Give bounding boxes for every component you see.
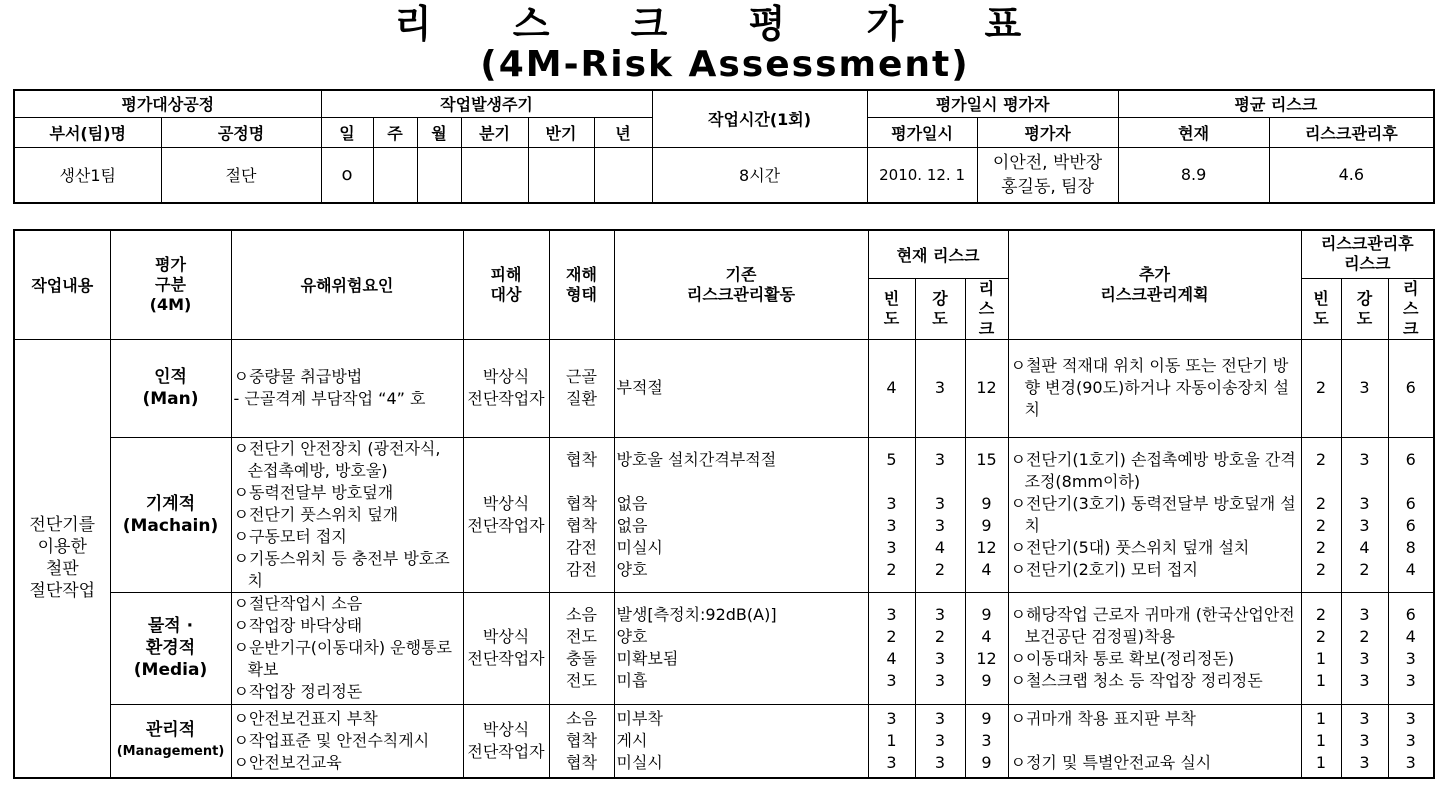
existing-cell [614, 592, 868, 704]
category-cell [110, 592, 231, 704]
current-risk-header: 현재 [1118, 117, 1269, 147]
risk-cell [965, 704, 1008, 778]
plan-cell [1008, 437, 1301, 592]
target-line: 박상식 [482, 493, 530, 513]
plan-line: ㅇ이동대차 통로 확보(정리정돈) [1010, 649, 1235, 668]
target-line: 전단작업자 [467, 389, 545, 408]
type-line: 충돌 [566, 649, 597, 668]
target-cell [463, 437, 549, 592]
after-freq-cell [1301, 437, 1341, 592]
after-severity-value: 2 [1359, 559, 1370, 579]
risk-cell [965, 339, 1008, 437]
hazard-line: ㅇ전단기 안전장치 (광전자식, 손접촉예방, 방호울) [233, 438, 441, 480]
after-severity-value: 3 [1359, 449, 1370, 469]
target-cell [463, 339, 549, 437]
category-line: (Machain) [122, 515, 219, 536]
risk-value: 9 [981, 671, 992, 690]
work-content-line: 이용한 [37, 537, 87, 558]
type-line: 협착 [566, 730, 597, 750]
severity-value: 3 [934, 708, 946, 728]
existing-line [617, 471, 866, 493]
after-risk-value: 4 [1405, 559, 1416, 579]
existing-line: 없음 [616, 493, 648, 513]
after-freq-value: 2 [1315, 493, 1327, 513]
type-line: 소음 [566, 708, 597, 728]
dept-value: 생산1팀 [14, 147, 161, 203]
half-header: 반기 [528, 117, 594, 147]
category-line: 환경적 [145, 638, 196, 658]
summary-table [13, 89, 1435, 204]
work-content-cell [14, 339, 110, 778]
page-title: 리 스 크 평 가 표 [394, 2, 1056, 46]
risk-value: 4 [981, 559, 992, 579]
after-risk-value: 8 [1405, 537, 1416, 557]
category-line: (Man) [142, 389, 199, 409]
after-freq-value: 2 [1315, 449, 1327, 469]
after-risk-group-header [1301, 230, 1434, 278]
hazard-line: ㅇ기동스위치 등 충전부 방호조치 [233, 548, 450, 590]
freq-value: 3 [886, 752, 897, 772]
type-cell [549, 592, 614, 704]
hazard-line: ㅇ전단기 풋스위치 덮개 [233, 504, 399, 524]
after-freq-value: 2 [1315, 627, 1327, 646]
after-risk-value: 6 [1405, 449, 1416, 469]
risk-group-row [14, 704, 1434, 778]
existing-line: 미실시 [616, 537, 663, 557]
after-header-line: 리스크관리후 [1320, 234, 1414, 254]
plan-line: ㅇ전단기(5대) 풋스위치 덮개 설치 [1010, 537, 1250, 557]
freq-value: 3 [886, 493, 897, 513]
severity-cell [915, 592, 965, 704]
type-line: 협착 [566, 752, 597, 772]
severity-value: 3 [934, 649, 946, 668]
type-line: 감전 [566, 559, 597, 579]
after-risk-cell [1388, 339, 1434, 437]
severity-value: 2 [934, 559, 946, 579]
category-header [110, 230, 231, 339]
freq-value [871, 471, 913, 493]
after-freq-value: 1 [1315, 730, 1327, 750]
after-freq-value: 2 [1315, 605, 1327, 624]
after-severity-cell [1341, 704, 1388, 778]
plan-cell [1008, 704, 1301, 778]
work-content-line: 절단작업 [29, 581, 96, 602]
current-risk-value: 8.9 [1118, 147, 1269, 203]
work-time-value: 8시간 [652, 147, 867, 203]
existing-line: 없음 [616, 515, 648, 535]
after-severity-value: 3 [1359, 730, 1370, 750]
month-value [417, 147, 461, 203]
existing-header-line: 기존 [725, 264, 757, 284]
type-line: 소음 [566, 605, 597, 624]
risk-group-row [14, 437, 1434, 592]
risk-value [968, 471, 1006, 493]
year-value [594, 147, 652, 203]
hazard-line: ㅇ절단작업시 소음 [233, 594, 363, 613]
category-cell [110, 437, 231, 592]
plan-line: ㅇ귀마개 착용 표지판 부착 [1010, 708, 1196, 728]
hazard-line: ㅇ동력전달부 방호덮개 [233, 482, 394, 502]
plan-line [1011, 730, 1299, 752]
after-risk-header: 리스크관리후 [1269, 117, 1434, 147]
freq-value: 3 [886, 537, 897, 557]
after-risk-value: 6 [1405, 515, 1416, 535]
risk-value: 9 [981, 515, 992, 535]
hazard-line: ㅇ구동모터 접지 [233, 526, 347, 546]
existing-line: 양호 [616, 559, 648, 579]
target-header-line: 피해 [490, 264, 522, 284]
plan-cell [1008, 592, 1301, 704]
after-freq-value: 2 [1315, 537, 1327, 557]
after-risk-cell [1388, 437, 1434, 592]
hazard-cell [231, 704, 463, 778]
severity-value [918, 471, 963, 493]
target-line: 전단작업자 [467, 649, 545, 668]
hazard-line: ㅇ안전보건교육 [233, 752, 342, 772]
after-freq-cell [1301, 704, 1341, 778]
hazard-cell [231, 592, 463, 704]
existing-line: 양호 [616, 627, 648, 646]
existing-header [614, 230, 868, 339]
existing-line: 미부착 [616, 708, 663, 728]
existing-line: 게시 [616, 730, 648, 750]
category-line: (Management) [116, 743, 225, 759]
freq-cell [868, 437, 915, 592]
after-freq-header: 빈 도 [1301, 278, 1341, 339]
severity-cell [915, 704, 965, 778]
risk-group-row [14, 592, 1434, 704]
after-risk-value: 6 [1405, 605, 1416, 624]
type-line: 질환 [566, 389, 597, 408]
day-header: 일 [321, 117, 373, 147]
current-risk-group-header: 현재 리스크 [868, 230, 1008, 278]
freq-header: 빈 도 [868, 278, 915, 339]
risk-value: 9 [981, 752, 992, 772]
type-line: 협착 [566, 493, 597, 513]
existing-line: 부적절 [616, 378, 663, 397]
risk-cell [965, 437, 1008, 592]
target-line: 박상식 [482, 627, 530, 646]
risk-header: 리 스 크 [965, 278, 1008, 339]
hazard-line: ㅇ작업장 바닥상태 [233, 616, 363, 635]
hazard-line: - 근골격계 부담작업 “4” 호 [233, 389, 426, 408]
after-severity-value: 3 [1359, 649, 1370, 668]
risk-value: 12 [976, 649, 997, 668]
category-header-line: (4M) [149, 294, 192, 314]
hazard-line: ㅇ중량물 취급방법 [233, 367, 363, 386]
year-header: 년 [594, 117, 652, 147]
existing-cell [614, 704, 868, 778]
category-line: (Media) [133, 660, 208, 680]
risk-value: 4 [981, 627, 992, 646]
hazard-line: ㅇ작업표준 및 안전수칙게시 [233, 730, 430, 750]
freq-value: 3 [886, 708, 897, 728]
work-content-line: 전단기를 [29, 515, 96, 536]
after-risk-value: 4 [1405, 627, 1416, 646]
type-line: 감전 [566, 537, 597, 557]
plan-header [1008, 230, 1301, 339]
eval-header: 평가일시 평가자 [867, 90, 1118, 117]
after-freq-cell [1301, 592, 1341, 704]
category-line: 기계적 [145, 493, 196, 514]
severity-header: 강 도 [915, 278, 965, 339]
cycle-header: 작업발생주기 [321, 90, 652, 117]
after-severity-value: 3 [1359, 605, 1370, 624]
type-header-line: 재해 [566, 264, 597, 284]
type-line: 협착 [566, 449, 597, 469]
severity-value: 3 [934, 671, 946, 690]
after-risk-value: 6 [1405, 493, 1416, 513]
after-severity-value: 3 [1359, 493, 1370, 513]
severity-value: 3 [934, 605, 946, 624]
existing-line: 미흡 [616, 671, 648, 690]
type-line: 근골 [566, 367, 597, 386]
category-line: 인적 [154, 367, 187, 387]
after-risk-value: 4.6 [1269, 147, 1434, 203]
type-cell [549, 339, 614, 437]
risk-value: 12 [976, 537, 997, 557]
work-header: 작업내용 [14, 230, 110, 339]
plan-cell [1008, 339, 1301, 437]
work-time-header: 작업시간(1회) [652, 90, 867, 147]
process-header: 평가대상공정 [14, 90, 321, 117]
after-risk-value: 3 [1405, 708, 1416, 728]
freq-cell [868, 592, 915, 704]
after-severity-cell [1341, 437, 1388, 592]
freq-cell [868, 339, 915, 437]
after-risk-value: 3 [1405, 671, 1416, 690]
evaluator-line: 이안전, 박반장 [992, 152, 1103, 173]
severity-value: 3 [934, 515, 946, 535]
freq-value: 4 [886, 378, 897, 397]
severity-value: 3 [934, 730, 946, 750]
existing-line: 미실시 [616, 752, 663, 772]
freq-value: 2 [886, 559, 897, 579]
type-line [552, 471, 612, 493]
target-cell [463, 704, 549, 778]
existing-header-line: 리스크관리활동 [686, 284, 796, 304]
after-severity-cell [1341, 339, 1388, 437]
type-header [549, 230, 614, 339]
freq-cell [868, 704, 915, 778]
category-line: 관리적 [145, 719, 196, 740]
target-header-line: 대상 [490, 284, 522, 304]
week-value [373, 147, 417, 203]
risk-group-row [14, 339, 1434, 437]
after-risk-value: 3 [1405, 649, 1416, 668]
severity-value: 4 [934, 537, 946, 557]
target-line: 박상식 [482, 367, 530, 386]
hazard-line: ㅇ작업장 정리정돈 [233, 682, 363, 701]
risk-value: 9 [981, 493, 992, 513]
hazard-cell [231, 437, 463, 592]
risk-value: 12 [976, 378, 997, 397]
after-freq-value: 2 [1315, 378, 1327, 397]
evaluator-line: 홍길동, 팀장 [1001, 176, 1095, 197]
after-freq-value: 1 [1315, 752, 1327, 772]
category-header-line: 구분 [155, 274, 186, 294]
after-header-line: 리스크 [1344, 254, 1391, 274]
after-risk-value: 6 [1405, 378, 1416, 397]
severity-cell [915, 339, 965, 437]
quarter-header: 분기 [461, 117, 528, 147]
dept-header: 부서(팀)명 [14, 117, 161, 147]
target-line: 전단작업자 [467, 741, 545, 761]
after-risk-header: 리 스 크 [1388, 278, 1434, 339]
type-cell [549, 437, 614, 592]
existing-line: 발생[측정치:92dB(A)] [616, 605, 777, 624]
after-severity-value [1344, 471, 1386, 493]
severity-value: 3 [934, 449, 946, 469]
category-header-line: 평가 [155, 254, 186, 274]
existing-cell [614, 437, 868, 592]
half-value [528, 147, 594, 203]
evaluator-header: 평가자 [977, 117, 1118, 147]
process-name-value: 절단 [161, 147, 321, 203]
risk-cell [965, 592, 1008, 704]
freq-value: 4 [886, 649, 897, 668]
after-severity-value: 2 [1359, 627, 1370, 646]
after-freq-value: 2 [1315, 559, 1327, 579]
plan-line: ㅇ전단기(3호기) 동력전달부 방호덮개 설치 [1010, 493, 1296, 535]
after-severity-value: 3 [1359, 708, 1370, 728]
after-risk-cell [1388, 704, 1434, 778]
plan-line: ㅇ정기 및 특별안전교육 실시 [1010, 752, 1212, 772]
plan-header-line: 리스크관리계획 [1100, 284, 1209, 304]
evaluator-value [977, 147, 1118, 203]
after-risk-cell [1388, 592, 1434, 704]
category-cell [110, 339, 231, 437]
after-freq-value: 2 [1315, 515, 1327, 535]
after-severity-value: 3 [1359, 671, 1370, 690]
hazard-cell [231, 339, 463, 437]
plan-line: ㅇ전단기(2호기) 모터 접지 [1010, 559, 1198, 579]
target-line: 전단작업자 [467, 515, 545, 535]
after-severity-header: 강 도 [1341, 278, 1388, 339]
plan-line: ㅇ철스크랩 청소 등 작업장 정리정돈 [1010, 671, 1263, 690]
page-subtitle: (4M-Risk Assessment) [480, 44, 970, 85]
category-cell [110, 704, 231, 778]
freq-value: 3 [886, 515, 897, 535]
severity-value: 3 [934, 752, 946, 772]
after-freq-value: 1 [1315, 649, 1327, 668]
work-content-line: 철판 [45, 559, 79, 580]
severity-value: 3 [934, 493, 946, 513]
existing-cell [614, 339, 868, 437]
after-freq-value: 1 [1315, 708, 1327, 728]
category-line: 물적 · [147, 616, 194, 636]
severity-cell [915, 437, 965, 592]
freq-value: 3 [886, 605, 897, 624]
week-header: 주 [373, 117, 417, 147]
freq-value: 5 [886, 449, 897, 469]
plan-line: ㅇ전단기(1호기) 손접촉예방 방호울 간격 조정(8mm이하) [1010, 449, 1296, 491]
risk-value: 3 [981, 730, 992, 750]
severity-value: 2 [934, 627, 946, 646]
avg-risk-header: 평균 리스크 [1118, 90, 1434, 117]
after-severity-cell [1341, 592, 1388, 704]
target-line: 박상식 [482, 719, 530, 739]
hazard-line: ㅇ안전보건표지 부착 [233, 708, 378, 728]
freq-value: 2 [886, 627, 897, 646]
month-header: 월 [417, 117, 461, 147]
process-name-header: 공정명 [161, 117, 321, 147]
eval-date-header: 평가일시 [867, 117, 977, 147]
plan-header-line: 추가 [1139, 264, 1170, 284]
after-freq-value: 1 [1315, 671, 1327, 690]
after-severity-value: 3 [1359, 515, 1370, 535]
severity-value: 3 [934, 378, 946, 397]
risk-detail-table [13, 229, 1435, 779]
hazard-header: 유해위험요인 [231, 230, 463, 339]
plan-line: ㅇ해당작업 근로자 귀마개 (한국산업안전보건공단 검정필)착용 [1010, 605, 1295, 646]
quarter-value [461, 147, 528, 203]
type-line: 전도 [566, 671, 597, 690]
target-header [463, 230, 549, 339]
after-risk-value: 3 [1405, 752, 1416, 772]
risk-value: 9 [981, 708, 992, 728]
after-freq-value [1304, 471, 1339, 493]
existing-line: 미확보됨 [616, 649, 679, 668]
after-freq-cell [1301, 339, 1341, 437]
after-severity-value: 3 [1359, 752, 1370, 772]
day-value: o [321, 147, 373, 203]
type-cell [549, 704, 614, 778]
type-line: 협착 [566, 515, 597, 535]
freq-value: 3 [886, 671, 897, 690]
risk-value: 15 [976, 449, 997, 469]
existing-line: 방호울 설치간격부적절 [616, 449, 777, 469]
type-line: 전도 [566, 627, 597, 646]
risk-value: 9 [981, 605, 992, 624]
after-severity-value: 4 [1359, 537, 1370, 557]
hazard-line: ㅇ운반기구(이동대차) 운행통로 확보 [233, 638, 452, 679]
eval-date-value: 2010. 12. 1 [867, 147, 977, 203]
after-severity-value: 3 [1359, 378, 1370, 397]
type-header-line: 형태 [566, 284, 597, 304]
freq-value: 1 [886, 730, 897, 750]
plan-line: ㅇ철판 적재대 위치 이동 또는 전단기 방향 변경(90도)하거나 자동이송장치 설치 [1010, 356, 1290, 419]
target-cell [463, 592, 549, 704]
after-risk-value: 3 [1405, 730, 1416, 750]
after-risk-value [1391, 471, 1432, 493]
